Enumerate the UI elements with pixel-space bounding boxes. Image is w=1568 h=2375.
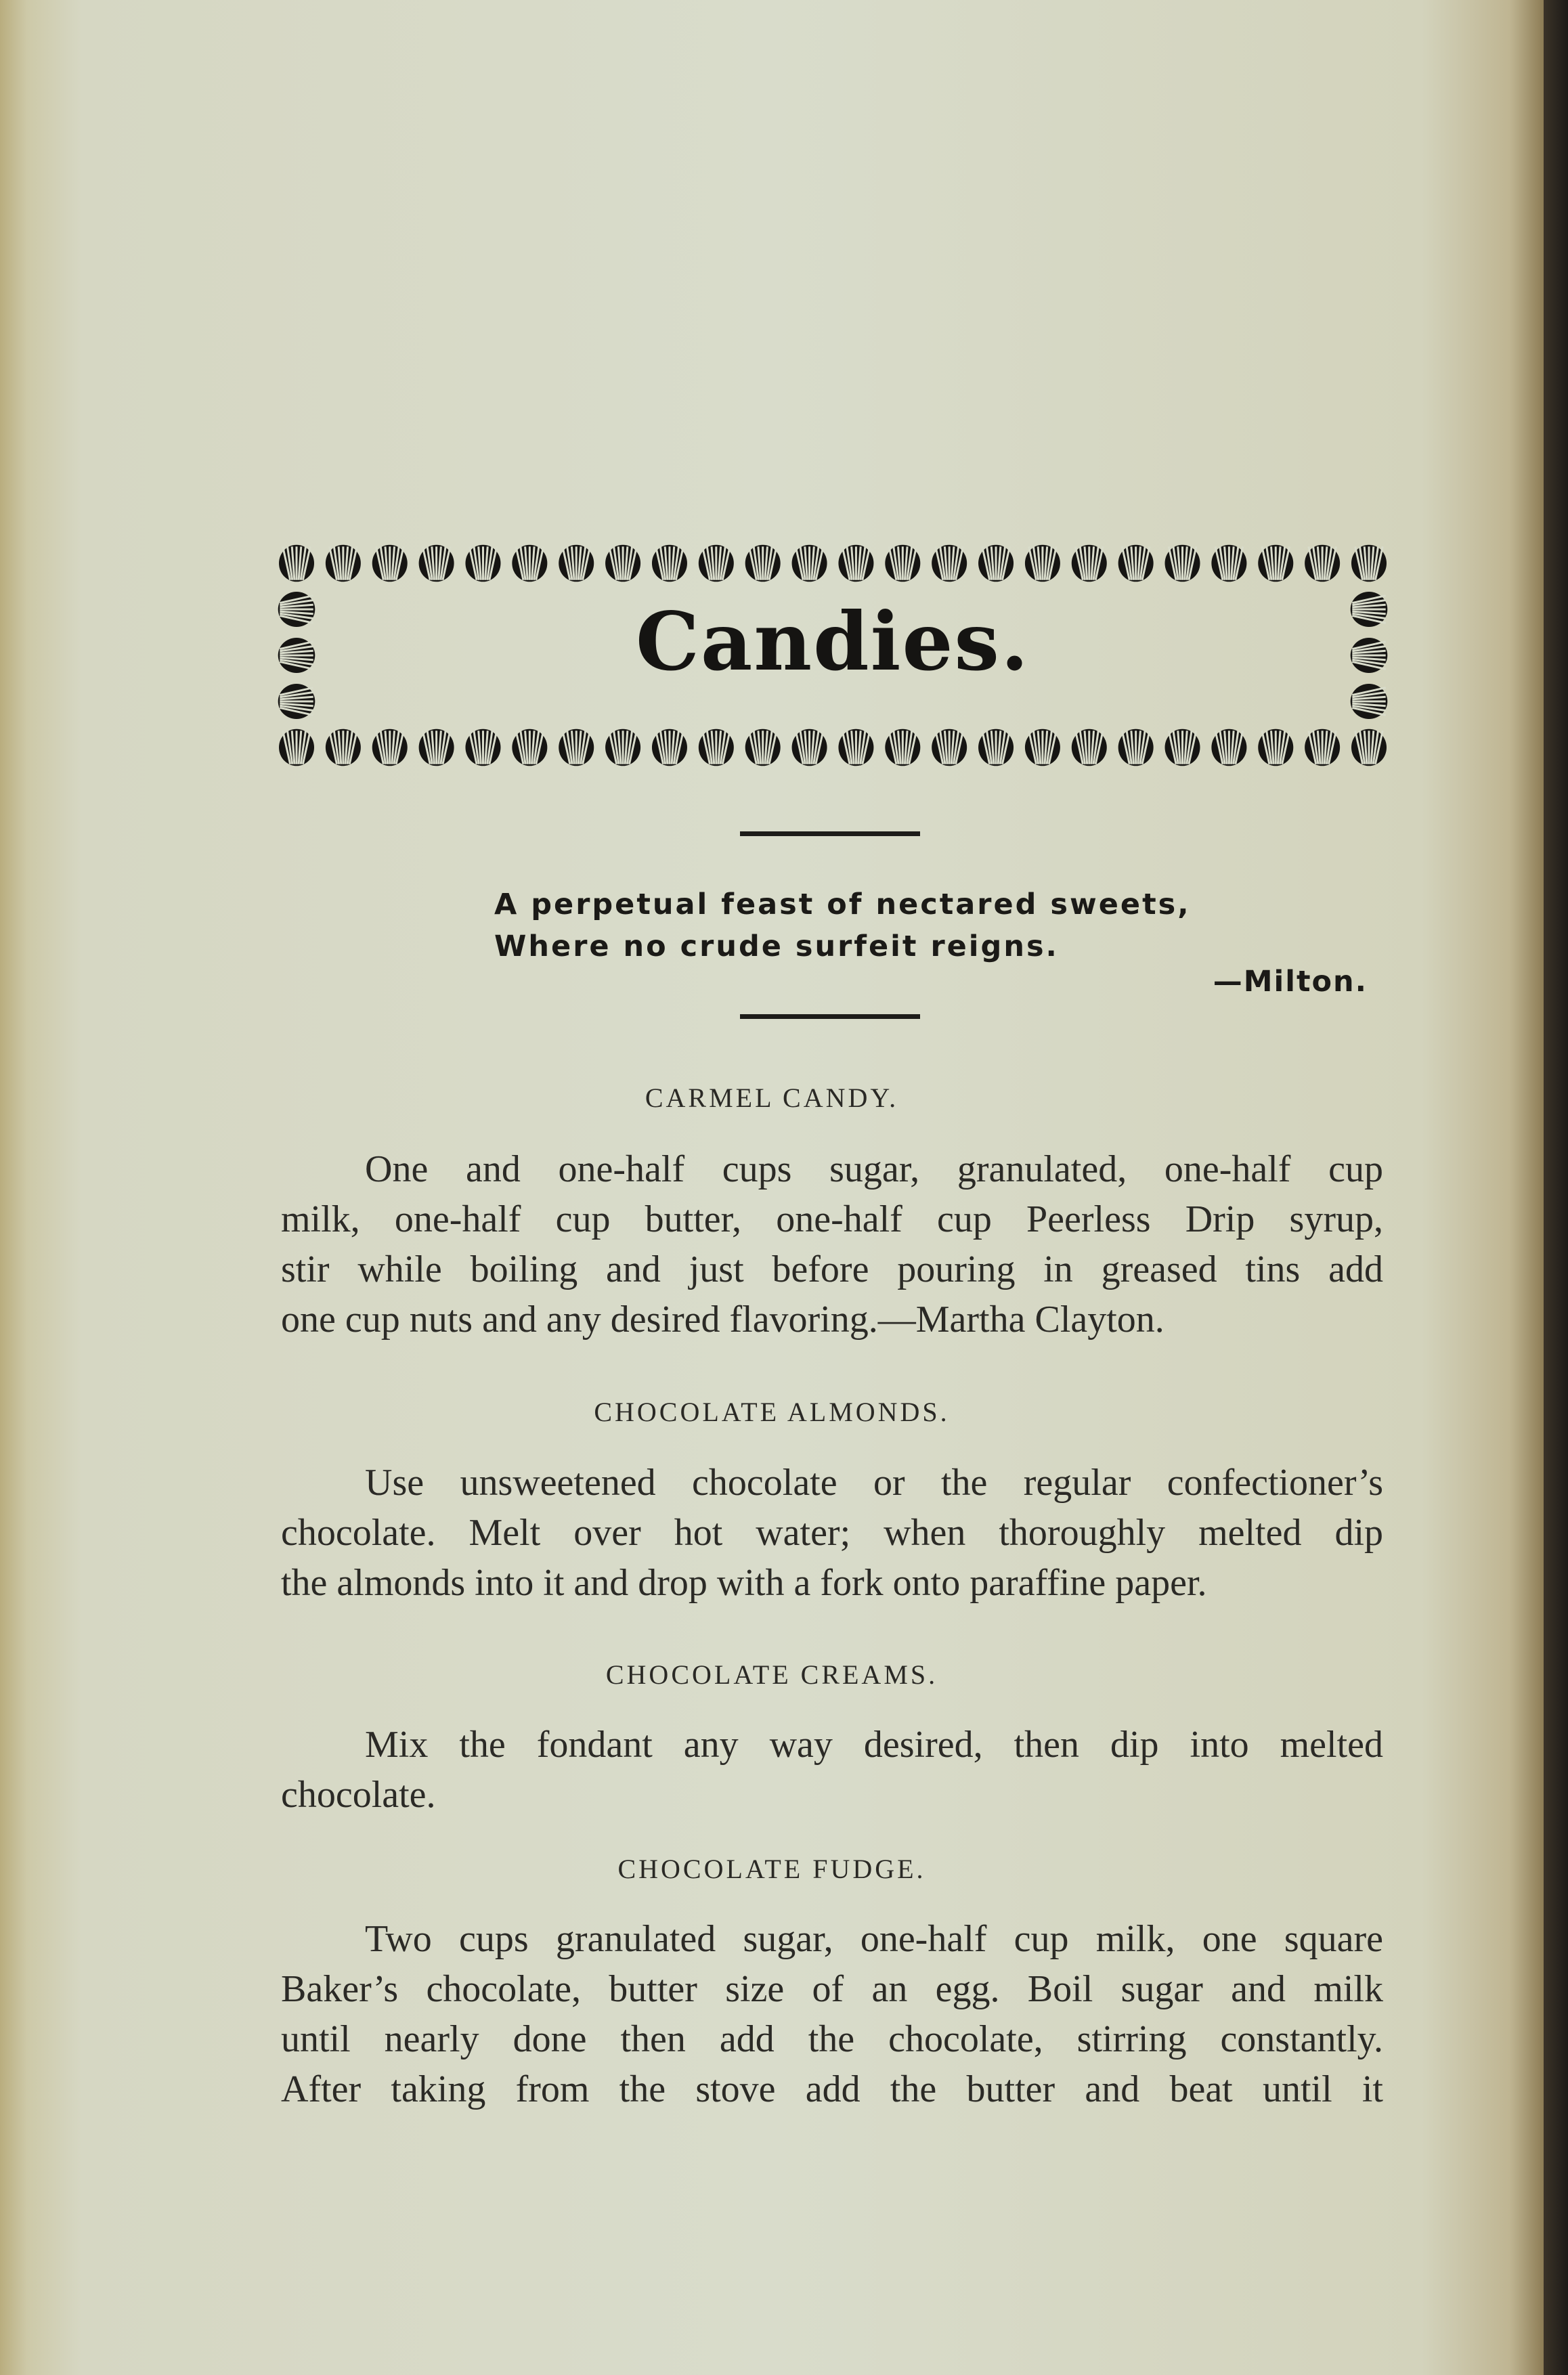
shell-ornament <box>1258 545 1293 582</box>
shell-ornament <box>326 545 361 582</box>
text-line: the almonds into it and drop with a fork onto paraffine paper. <box>281 1562 1207 1604</box>
shell-ornament <box>1351 545 1387 582</box>
text-line: Use unsweetened chocolate or the regular confectioner’s <box>365 1462 1383 1504</box>
text-line: one cup nuts and any desired flavoring.—Martha Clayton. <box>281 1299 1164 1341</box>
shell-ornament <box>1305 729 1340 766</box>
shell-ornament <box>1118 729 1154 766</box>
shell-ornament <box>559 729 594 766</box>
text-line: until nearly done then add the chocolate, stirring constantly. <box>281 2018 1383 2060</box>
shell-ornament <box>1072 545 1107 582</box>
text-line: stir while boiling and just before pouring in greased tins add <box>281 1248 1383 1290</box>
shell-ornament <box>792 729 827 766</box>
shell-ornament <box>652 729 687 766</box>
text-line: Baker’s chocolate, butter size of an egg. Boil sugar and milk <box>281 1968 1383 2010</box>
shell-ornament <box>932 729 967 766</box>
shell-ornament <box>652 545 687 582</box>
shell-ornament <box>745 545 781 582</box>
shell-ornament <box>279 545 314 582</box>
shell-ornament <box>605 545 640 582</box>
shell-ornament <box>465 729 500 766</box>
shell-ornament <box>1165 545 1200 582</box>
title-frame <box>278 540 1388 770</box>
epigraph-attribution: —Milton. <box>1213 965 1368 999</box>
shell-ornament <box>1025 729 1060 766</box>
shell-ornament <box>978 729 1014 766</box>
text-line: chocolate. <box>281 1774 436 1816</box>
text-line: chocolate. Melt over hot water; when thoroughly melted dip <box>281 1512 1383 1554</box>
shell-ornament <box>932 545 967 582</box>
shell-ornament <box>1025 545 1060 582</box>
shell-ornament <box>838 729 873 766</box>
shell-ornament <box>1165 729 1200 766</box>
shell-ornament <box>372 545 408 582</box>
shell-ornament <box>885 729 920 766</box>
shell-ornament <box>326 729 361 766</box>
text-line: Two cups granulated sugar, one-half cup milk, one square <box>365 1918 1383 1960</box>
epigraph-line-2: Where no crude surfeit reigns. <box>494 930 1059 963</box>
recipe-heading-chocolate-creams: CHOCOLATE CREAMS. <box>605 1659 938 1690</box>
shell-ornament <box>559 545 594 582</box>
shell-ornament <box>1305 545 1340 582</box>
shell-ornament <box>699 729 734 766</box>
shell-ornament <box>419 545 454 582</box>
shell-ornament <box>605 729 640 766</box>
text-line: milk, one-half cup butter, one-half cup Peerless Drip syrup, <box>281 1198 1383 1240</box>
shell-ornament <box>465 545 500 582</box>
shell-ornament <box>1351 684 1388 719</box>
divider-rule-bottom <box>740 1014 920 1019</box>
shell-ornament <box>512 545 547 582</box>
recipe-text-chocolate-fudge <box>281 1914 1383 2114</box>
shell-ornament <box>1211 729 1246 766</box>
divider-rule-top <box>740 831 920 836</box>
shell-ornament <box>1258 729 1293 766</box>
section-title: Candies. <box>635 594 1030 689</box>
shell-ornament <box>699 545 734 582</box>
shell-ornament <box>885 545 920 582</box>
text-line: After taking from the stove add the butter and beat until it <box>281 2068 1383 2110</box>
recipe-text-carmel-candy <box>281 1144 1383 1345</box>
shell-ornament <box>372 729 408 766</box>
shell-ornament <box>978 545 1014 582</box>
shell-ornament <box>838 545 873 582</box>
shell-ornament <box>745 729 781 766</box>
epigraph <box>494 884 1395 967</box>
recipe-heading-chocolate-fudge: CHOCOLATE FUDGE. <box>617 1854 926 1884</box>
book-spine-edge <box>1544 0 1568 2375</box>
shell-ornament <box>278 684 315 719</box>
recipe-text-chocolate-almonds <box>281 1458 1383 1608</box>
text-line: One and one-half cups sugar, granulated, one-half cup <box>365 1148 1383 1190</box>
recipe-heading-chocolate-almonds: CHOCOLATE ALMONDS. <box>594 1397 950 1427</box>
text-line: Mix the fondant any way desired, then dip into melted <box>365 1724 1383 1766</box>
shell-ornament <box>1211 545 1246 582</box>
shell-ornament <box>792 545 827 582</box>
shell-ornament <box>512 729 547 766</box>
shell-ornament <box>1351 729 1387 766</box>
recipe-text-chocolate-creams <box>281 1720 1383 1820</box>
recipe-heading-carmel-candy: CARMEL CANDY. <box>645 1083 899 1113</box>
epigraph-line-1: A perpetual feast of nectared sweets, <box>494 888 1191 921</box>
shell-ornament <box>1072 729 1107 766</box>
shell-ornament <box>1118 545 1154 582</box>
shell-ornament <box>279 729 314 766</box>
shell-ornament <box>419 729 454 766</box>
